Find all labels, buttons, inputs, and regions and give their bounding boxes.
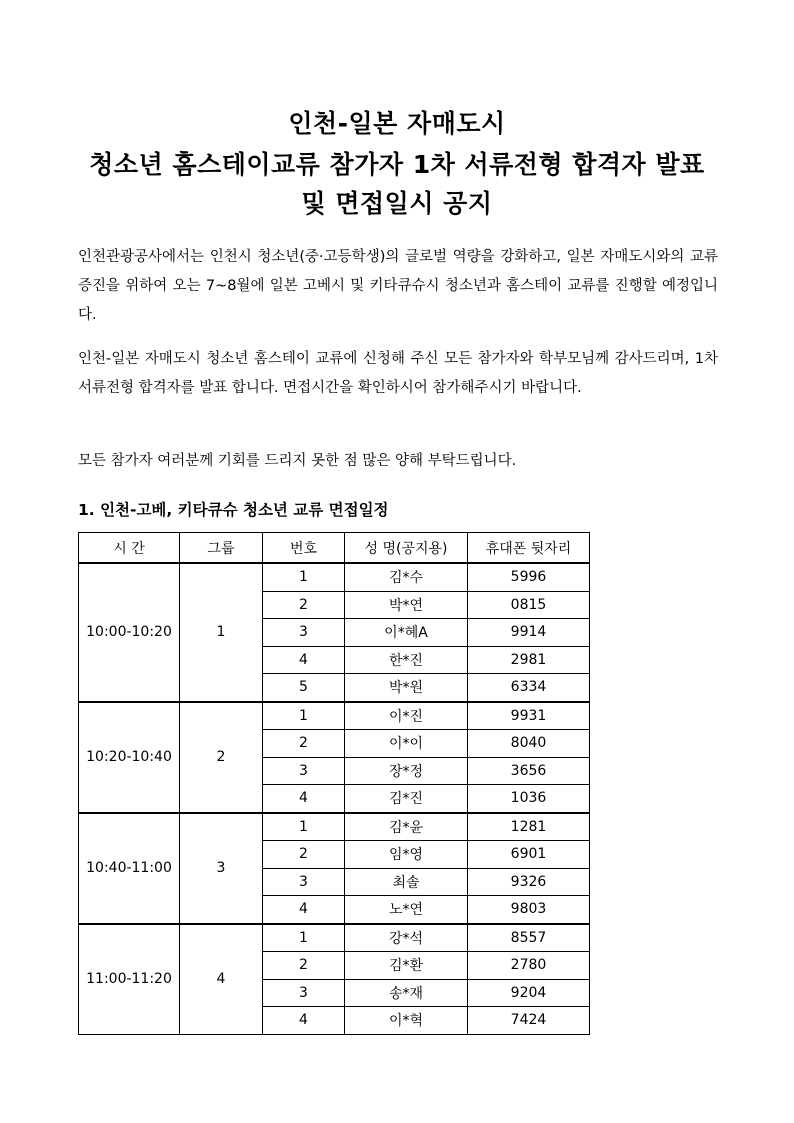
cell-name: 이*혜A (345, 619, 468, 647)
cell-number: 2 (263, 952, 345, 980)
cell-number: 2 (263, 591, 345, 619)
cell-phone: 1281 (468, 813, 590, 841)
cell-number: 1 (263, 563, 345, 591)
cell-number: 1 (263, 813, 345, 841)
cell-time: 10:40-11:00 (79, 813, 180, 924)
cell-number: 3 (263, 757, 345, 785)
cell-group: 3 (180, 813, 263, 924)
cell-number: 3 (263, 868, 345, 896)
cell-number: 1 (263, 924, 345, 952)
cell-number: 3 (263, 619, 345, 647)
cell-phone: 5996 (468, 563, 590, 591)
cell-phone: 2780 (468, 952, 590, 980)
table-row (79, 563, 590, 591)
table-row (79, 813, 590, 841)
cell-name: 장*정 (345, 757, 468, 785)
cell-number: 4 (263, 785, 345, 813)
cell-phone: 6334 (468, 674, 590, 702)
cell-group: 1 (180, 563, 263, 702)
cell-name: 임*영 (345, 841, 468, 869)
cell-time: 10:20-10:40 (79, 702, 180, 813)
header-phone: 휴대폰 뒷자리 (468, 533, 590, 564)
cell-name: 김*윤 (345, 813, 468, 841)
cell-name: 이*진 (345, 702, 468, 730)
cell-phone: 1036 (468, 785, 590, 813)
cell-phone: 9326 (468, 868, 590, 896)
cell-name: 노*연 (345, 896, 468, 924)
cell-phone: 9914 (468, 619, 590, 647)
section-title: 1. 인천-고베, 키타큐슈 청소년 교류 면접일정 (78, 501, 389, 519)
cell-number: 3 (263, 979, 345, 1007)
cell-number: 4 (263, 646, 345, 674)
header-number: 번호 (263, 533, 345, 564)
cell-name: 이*이 (345, 730, 468, 758)
cell-name: 강*석 (345, 924, 468, 952)
cell-name: 한*진 (345, 646, 468, 674)
cell-number: 2 (263, 841, 345, 869)
header-name: 성 명(공지용) (345, 533, 468, 564)
cell-name: 김*수 (345, 563, 468, 591)
cell-number: 5 (263, 674, 345, 702)
cell-name: 박*원 (345, 674, 468, 702)
header-group: 그룹 (180, 533, 263, 564)
table-body (79, 563, 590, 1034)
table-row (79, 702, 590, 730)
cell-name: 김*환 (345, 952, 468, 980)
cell-phone: 2981 (468, 646, 590, 674)
cell-number: 1 (263, 702, 345, 730)
interview-schedule-table (78, 532, 590, 1035)
cell-name: 최솔 (345, 868, 468, 896)
cell-phone: 9204 (468, 979, 590, 1007)
cell-phone: 3656 (468, 757, 590, 785)
cell-phone: 6901 (468, 841, 590, 869)
cell-phone: 8557 (468, 924, 590, 952)
paragraph-announcement: 인천-일본 자매도시 청소년 홈스테이 교류에 신청해 주신 모든 참가자와 학부모님께 감사드리며, 1차 서류전형 합격자를 발표 합니다. 면접시간을 확인하시어 참가해주시기 바랍니다. (78, 351, 718, 396)
cell-group: 2 (180, 702, 263, 813)
cell-phone: 9803 (468, 896, 590, 924)
cell-name: 박*연 (345, 591, 468, 619)
title-line-3: 및 면접일시 공지 (301, 189, 493, 218)
paragraph-intro: 인천관광공사에서는 인천시 청소년(중·고등학생)의 글로벌 역량을 강화하고, 일본 자매도시와의 교류증진을 위하여 오는 7~8월에 일본 고베시 및 키타큐슈시 청소년과 홈스테이 교류를 진행할 예정입니다. (78, 249, 718, 323)
paragraph-apology: 모든 참가자 여러분께 기회를 드리지 못한 점 많은 양해 부탁드립니다. (78, 453, 517, 469)
cell-phone: 8040 (468, 730, 590, 758)
cell-time: 10:00-10:20 (79, 563, 180, 702)
cell-phone: 7424 (468, 1007, 590, 1035)
cell-number: 4 (263, 896, 345, 924)
cell-name: 김*진 (345, 785, 468, 813)
header-time: 시 간 (79, 533, 180, 564)
table-header-row (79, 533, 590, 564)
cell-phone: 9931 (468, 702, 590, 730)
cell-number: 4 (263, 1007, 345, 1035)
cell-name: 송*재 (345, 979, 468, 1007)
cell-time: 11:00-11:20 (79, 924, 180, 1035)
title-line-1: 인천-일본 자매도시 (288, 109, 506, 138)
cell-phone: 0815 (468, 591, 590, 619)
cell-group: 4 (180, 924, 263, 1035)
cell-name: 이*혁 (345, 1007, 468, 1035)
cell-number: 2 (263, 730, 345, 758)
title-line-2: 청소년 홈스테이교류 참가자 1차 서류전형 합격자 발표 (89, 150, 705, 179)
table-row (79, 924, 590, 952)
